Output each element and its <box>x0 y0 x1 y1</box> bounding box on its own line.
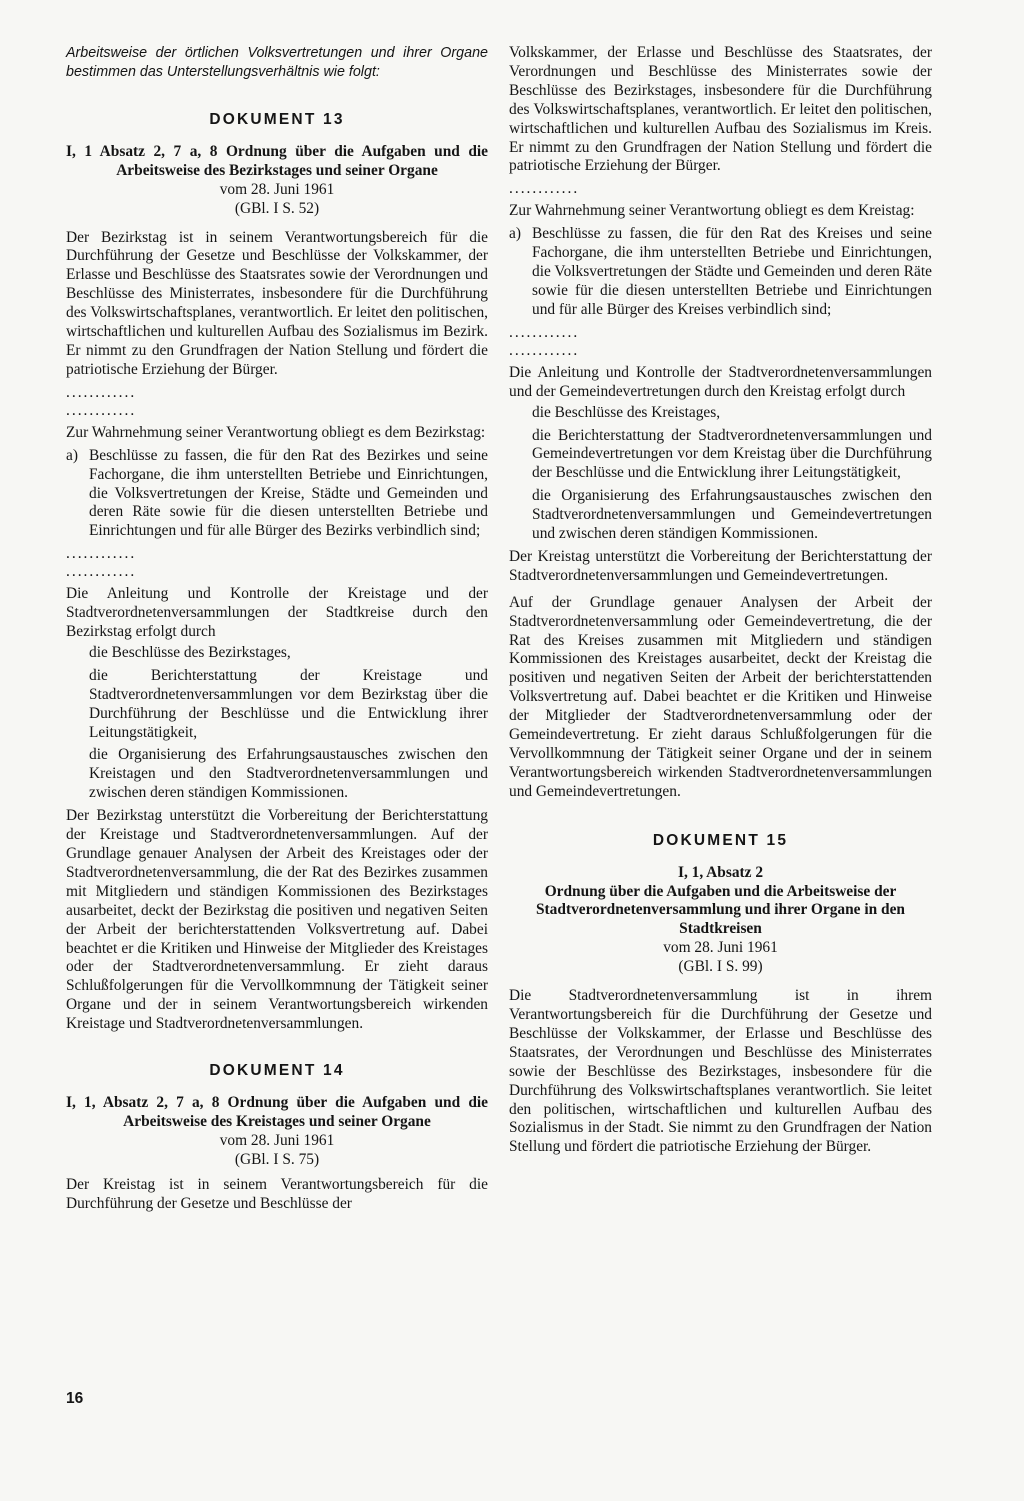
doc14-paragraph-5: Auf der Grundlage genauer Analysen der Arbeit der Stadtverordnetenversammlung oder Gemeindevertretung, die der Rat des Kreises zusammen mit Mitgliedern und ständigen Kommissionen des Kreistages ausarbeitet, deckt der Kreistag die positiven und negativen Seiten der Arbeit der berichterstattenden Volksvertretung auf. Dabei beachtet er die Kritiken und Hinweise der Mitglieder der Stadtverordnetenversammlung oder der Gemeindevertretung. Er zieht daraus Schlußfolgerungen für die Vervollkommnung der Tätigkeit seiner Organe und der in seinem Verantwortungsbereich wirkenden Stadtverordnetenversammlungen und Gemeindevertretungen. <box>509 593 932 800</box>
doc13-title: I, 1 Absatz 2, 7 a, 8 Ordnung über die Aufgaben und die Arbeitsweise des Bezirkstages und seiner Organe <box>66 142 488 179</box>
doc14-sub-item-2: die Berichterstattung der Stadtverordnetenversammlungen und Gemeindevertretungen vor dem Kreistag über die Durchführung der Beschlüsse und die Entwicklung ihrer Leitungstätigkeit, <box>532 426 932 482</box>
doc13-item-a <box>66 447 488 542</box>
ellipsis-dots: ............ <box>66 545 137 563</box>
ellipsis-dots: ............ <box>509 323 580 341</box>
doc13-sub-item-3: die Organisierung des Erfahrungsaustausches zwischen den Kreistagen und den Stadtverordnetenversammlungen und zwischen deren ständigen Kommissionen. <box>89 746 488 802</box>
ellipsis-dots: ............ <box>66 401 137 419</box>
ellipsis-dots: ............ <box>509 341 580 359</box>
doc15-paragraph-1: Die Stadtverordnetenversammlung ist in ihrem Verantwortungsbereich für die Durchführung der Gesetze und Beschlüsse der Volkskammer, der Erlasse und Beschlüsse des Staatsrates, der Verordnungen und Beschlüsse des Ministerrates sowie der Beschlüsse des Bezirkstages, insbesondere für die Durchführung des Volkswirtschaftsplanes verantwortlich. Sie leitet den politischen, wirtschaftlichen und kulturellen Aufbau des Sozialismus in der Stadt. Sie nimmt zu den Grundfragen der Nation Stellung und fördert die patriotische Erziehung der Bürger. <box>509 987 932 1156</box>
doc15-date: vom 28. Juni 1961 <box>663 939 778 957</box>
item-text: Beschlüsse zu fassen, die für den Rat des Kreises und seine Fachorgane, die ihm unterstellten Betriebe und Einrichtungen, die Volksvertretungen der Städte und Gemeinden und deren Räte sowie für die diesen unterstellten Betriebe und Einrichtungen und für alle Bürger des Kreises verbindlich sind; <box>532 225 932 318</box>
doc15-ref: (GBl. I S. 99) <box>678 958 763 976</box>
doc14-heading: DOKUMENT 14 <box>209 1062 345 1080</box>
doc14-sub-item-3: die Organisierung des Erfahrungsaustausches zwischen den Stadtverordnetenversammlungen und Gemeindevertretungen und zwischen deren ständigen Kommissionen. <box>532 487 932 543</box>
doc14-paragraph-3: Die Anleitung und Kontrolle der Stadtverordnetenversammlungen und der Gemeindevertretungen durch den Kreistag erfolgt durch <box>509 363 932 400</box>
right-column <box>509 44 932 1161</box>
doc13-sub-item-1: die Beschlüsse des Bezirkstages, <box>89 643 291 661</box>
doc13-ref: (GBl. I S. 52) <box>234 199 320 217</box>
doc14-sub-item-1: die Beschlüsse des Kreistages, <box>532 403 721 421</box>
doc15-heading: DOKUMENT 15 <box>652 831 789 849</box>
doc13-paragraph-2: Zur Wahrnehmung seiner Verantwortung obliegt es dem Bezirkstag: <box>66 423 486 441</box>
ellipsis-dots: ............ <box>509 180 580 198</box>
doc14-title: I, 1, Absatz 2, 7 a, 8 Ordnung über die Aufgaben und die Arbeitsweise des Kreistages und seiner Organe <box>66 1093 488 1130</box>
doc13-date: vom 28. Juni 1961 <box>219 180 335 198</box>
doc14-paragraph-4: Der Kreistag unterstützt die Vorbereitung der Berichterstattung der Stadtverordnetenversammlungen und Gemeindevertretungen. <box>509 547 932 584</box>
doc14-paragraph-2: Zur Wahrnehmung seiner Verantwortung obliegt es dem Kreistag: <box>509 202 915 220</box>
doc14-item-a <box>509 225 932 320</box>
ellipsis-dots: ............ <box>66 563 137 581</box>
doc14-date: vom 28. Juni 1961 <box>219 1131 335 1149</box>
doc13-sub-item-2: die Berichterstattung der Kreistage und Stadtverordnetenversammlungen vor dem Bezirkstag über die Durchführung der Beschlüsse und die Entwicklung ihrer Leitungstätigkeit, <box>89 666 488 741</box>
left-column <box>66 44 488 1217</box>
doc14-paragraph-1: Der Kreistag ist in seinem Verantwortungsbereich für die Durchführung der Gesetze und Beschlüsse der <box>66 1175 488 1212</box>
intro-text: Arbeitsweise der örtlichen Volksvertretungen und ihrer Organe bestimmen das Unterstellungsverhältnis wie folgt: <box>66 45 488 80</box>
doc13-paragraph-1: Der Bezirkstag ist in seinem Verantwortungsbereich für die Durchführung der Gesetze und Beschlüsse der Volkskammer, der Erlasse und Beschlüsse des Staatsrates sowie der Verordnungen und Beschlüsse des Ministerrates, insbesondere für die Durchführung des Volkswirtschaftsplanes, verantwortlich. Er leitet den politischen, wirtschaftlichen und kulturellen Aufbau des Sozialismus im Bezirk. Er nimmt zu den Grundfragen der Nation Stellung und fördert die patriotische Erziehung der Bürger. <box>66 228 488 378</box>
ellipsis-dots: ............ <box>66 383 137 401</box>
doc13-paragraph-4: Der Bezirkstag unterstützt die Vorbereitung der Berichterstattung der Kreistage und Stadtverordnetenversammlungen. Auf der Grundlage genauer Analysen der Arbeit des Kreistages oder der Stadtverordnetenversammlung, die der Rat des Bezirkes zusammen mit Mitgliedern und ständigen Kommissionen des Bezirkstages ausarbeitet, deckt der Bezirkstag die positiven und negativen Seiten der Arbeit der berichterstattenden Volksvertretung auf. Dabei beachtet er die Kritiken und Hinweise der Mitglieder des Kreistages oder der Stadtverordnetenversammlung. Er zieht daraus Schlußfolgerungen für die Vervollkommnung der Tätigkeit seiner Organe und der in seinem Verantwortungsbereich wirkenden Kreistage und Stadtverordnetenversammlungen. <box>66 807 488 1033</box>
doc15-section: I, 1, Absatz 2 <box>677 863 764 881</box>
doc13-paragraph-3: Die Anleitung und Kontrolle der Kreistage und der Stadtverordnetenversammlungen der Stadtkreise durch den Bezirkstag erfolgt durch <box>66 585 488 641</box>
doc15-title: Ordnung über die Aufgaben und die Arbeitsweise der Stadtverordnetenversammlung und ihrer Organe in den Stadtkreisen <box>536 882 905 938</box>
doc14-continued-paragraph: Volkskammer, der Erlasse und Beschlüsse des Staatsrates, der Verordnungen und Beschlüsse des Ministerrates sowie der Beschlüsse des Bezirkstages, insbesondere für die Durchführung des Volkswirtschaftsplanes, verantwortlich. Er leitet den politischen, wirtschaftlichen und kulturellen Aufbau des Sozialismus im Kreis. Er nimmt zu den Grundfragen der Nation Stellung und fördert die patriotische Erziehung der Bürger. <box>509 44 932 175</box>
doc14-ref: (GBl. I S. 75) <box>234 1150 320 1168</box>
item-label: a) <box>509 225 521 243</box>
item-label: a) <box>66 446 78 464</box>
doc13-heading: DOKUMENT 13 <box>209 111 345 128</box>
item-text: Beschlüsse zu fassen, die für den Rat des Bezirkes und seine Fachorgane, die ihm unterstellten Betriebe und Einrichtungen, die Volksvertretungen der Kreise, Städte und Gemeinden und deren Räte sowie für die diesen unterstellten Betriebe und Einrichtungen und für alle Bürger des Bezirks verbindlich sind; <box>89 446 488 540</box>
page-number: 16 <box>66 1390 84 1407</box>
